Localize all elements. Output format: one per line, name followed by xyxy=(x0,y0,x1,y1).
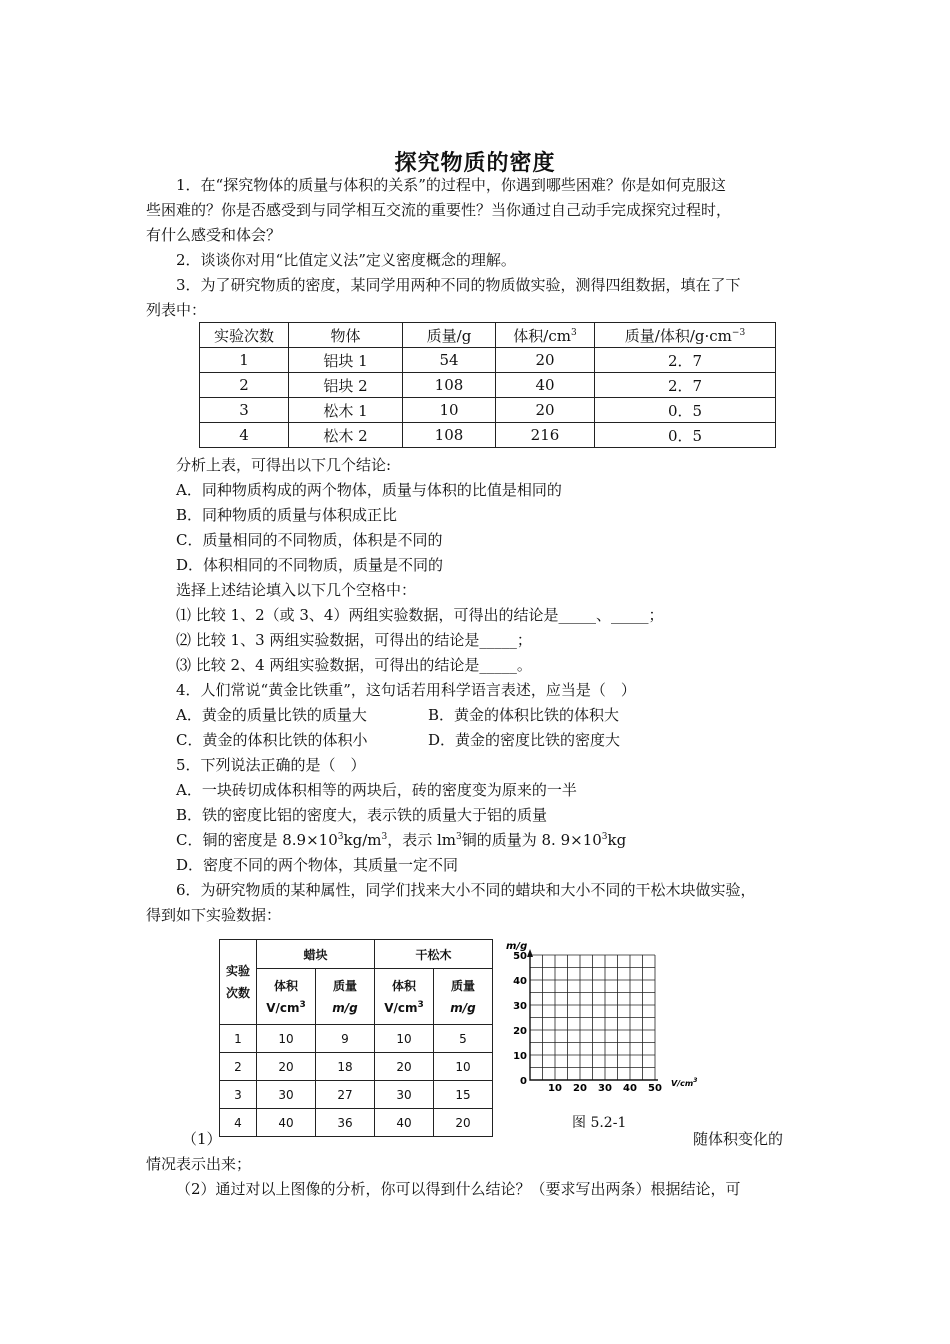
q5-option-a: A．一块砖切成体积相等的两块后，砖的密度变为原来的一半 xyxy=(176,781,577,799)
q4-option-a: A．黄金的质量比铁的质量大 xyxy=(176,706,367,724)
table-cell: 20 xyxy=(434,1109,493,1137)
q2-text: 2．谈谈你对用“比值定义法”定义密度概念的理解。 xyxy=(176,251,516,269)
q6-sub1-prefix: （1） xyxy=(182,1130,222,1148)
table-cell: 3 xyxy=(220,1081,257,1109)
y-tick-label: 50 xyxy=(513,951,527,962)
group-header-wax: 蜡块 xyxy=(257,940,375,969)
figure-caption: 图 5.2-1 xyxy=(572,1115,627,1131)
x-tick-labels xyxy=(548,1083,662,1092)
table-cell: 20 xyxy=(257,1053,316,1081)
x-tick-label: 50 xyxy=(648,1083,662,1092)
density-table xyxy=(199,322,776,448)
table-row xyxy=(200,348,776,373)
table-cell: 10 xyxy=(403,398,496,423)
table-header-row xyxy=(200,323,776,348)
table-cell: 0．5 xyxy=(595,423,776,448)
table-row xyxy=(200,373,776,398)
q3-option-a: A．同种物质构成的两个物体，质量与体积的比值是相同的 xyxy=(176,481,562,499)
q3-analysis: 分析上表，可得出以下几个结论: xyxy=(176,456,392,474)
y-tick-labels xyxy=(513,951,527,1087)
table-cell: 5 xyxy=(434,1025,493,1053)
header-cell: 质量/g xyxy=(403,323,496,348)
q3-option-d: D．体积相同的不同物质，质量是不同的 xyxy=(176,556,444,574)
table-group-row xyxy=(220,940,493,969)
q1-line-2: 些困难的？你是否感受到与同学相互交流的重要性？当你通过自己动手完成探究过程时， xyxy=(146,201,732,219)
table-cell: 216 xyxy=(496,423,595,448)
table-cell: 10 xyxy=(375,1025,434,1053)
q5-stem: 5．下列说法正确的是（ ） xyxy=(176,756,366,774)
y-axis-label: m/g xyxy=(506,941,528,952)
q6-line-1: 6．为研究物质的某种属性，同学们找来大小不同的蜡块和大小不同的干松木块做实验， xyxy=(176,881,756,899)
x-tick-label: 20 xyxy=(573,1083,587,1092)
table-cell: 36 xyxy=(316,1109,375,1137)
header-cell: 物体 xyxy=(289,323,403,348)
q3-line-2: 列表中： xyxy=(146,301,207,319)
table-cell: 15 xyxy=(434,1081,493,1109)
y-tick-label: 0 xyxy=(520,1076,527,1087)
col-mass-header: 质量 m/g xyxy=(434,969,493,1025)
table-cell: 2．7 xyxy=(595,348,776,373)
table-cell: 1 xyxy=(220,1025,257,1053)
table-row xyxy=(220,1053,493,1081)
header-cell: 体积$/cm^3$ xyxy=(496,323,595,348)
table-row xyxy=(200,398,776,423)
table-cell: 9 xyxy=(316,1025,375,1053)
table-row xyxy=(200,423,776,448)
y-tick-label: 40 xyxy=(513,976,527,987)
table-cell: 1 xyxy=(200,348,289,373)
col-volume-header: 体积 $V/cm^3$ xyxy=(375,969,434,1025)
table-cell: 10 xyxy=(434,1053,493,1081)
q1-line-1: 1．在“探究物体的质量与体积的关系”的过程中，你遇到哪些困难？你是如何克服这 xyxy=(176,176,726,194)
table-row xyxy=(220,1081,493,1109)
table-cell: 2．7 xyxy=(595,373,776,398)
table-cell: 2 xyxy=(200,373,289,398)
q4-stem: 4．人们常说“黄金比铁重”，这句话若用科学语言表述，应当是（ ） xyxy=(176,681,636,699)
page-title: 探究物质的密度 xyxy=(394,151,556,176)
q3-blank-3: ⑶ 比较 2、4 两组实验数据，可得出的结论是_____。 xyxy=(176,656,532,674)
header-cell: 实验次数 xyxy=(200,323,289,348)
grid-lines xyxy=(530,955,655,1080)
table-cell: 30 xyxy=(257,1081,316,1109)
table-cell: 20 xyxy=(375,1053,434,1081)
row-header-text: 实验 次数 xyxy=(225,964,250,1000)
header-cell: 质量/体积$/g\cdot cm^{-3}$ xyxy=(595,323,776,348)
table-cell: 4 xyxy=(220,1109,257,1137)
table-subheader-row xyxy=(220,969,493,1025)
table-cell: 0．5 xyxy=(595,398,776,423)
q1-line-3: 有什么感受和体会？ xyxy=(146,226,282,244)
q3-blank-1: ⑴ 比较 1、2（或 3、4）两组实验数据，可得出的结论是_____、_____； xyxy=(176,606,664,624)
q4-option-c: C．黄金的体积比铁的体积小 xyxy=(176,731,368,749)
q5-option-b: B．铁的密度比铝的密度大，表示铁的质量大于铝的质量 xyxy=(176,806,548,824)
q6-sub1-line-2: 情况表示出来； xyxy=(146,1155,252,1173)
table-cell: 铝块 2 xyxy=(289,373,403,398)
table-cell: 20 xyxy=(496,348,595,373)
table-cell: 20 xyxy=(496,398,595,423)
y-tick-label: 20 xyxy=(513,1026,527,1037)
y-tick-label: 30 xyxy=(513,1001,527,1012)
table-cell: 18 xyxy=(316,1053,375,1081)
q6-sub1-suffix: 随体积变化的 xyxy=(693,1130,784,1148)
table-cell: 108 xyxy=(403,423,496,448)
col-mass-header: 质量 m/g xyxy=(316,969,375,1025)
table-cell: 松木 1 xyxy=(289,398,403,423)
q3-prompt: 选择上述结论填入以下几个空格中： xyxy=(176,581,417,599)
table-row xyxy=(220,1025,493,1053)
table-cell: 54 xyxy=(403,348,496,373)
table-cell: 40 xyxy=(496,373,595,398)
table-cell: 27 xyxy=(316,1081,375,1109)
q5-option-c: C．铜的密度是 $8.9\times 10^3kg/m^3$，表示 $lm^3$铜的质量为 8. $9\times 10^3kg$ xyxy=(176,831,627,849)
y-tick-label: 10 xyxy=(513,1051,527,1062)
table-cell: 铝块 1 xyxy=(289,348,403,373)
y-axis-arrow xyxy=(527,949,533,957)
q6-sub2: （2）通过对以上图像的分析，你可以得到什么结论？（要求写出两条）根据结论，可 xyxy=(176,1180,741,1198)
x-tick-label: 40 xyxy=(623,1083,637,1092)
table-cell: 40 xyxy=(375,1109,434,1137)
wax-pine-table xyxy=(219,939,493,1137)
q4-option-b: B．黄金的体积比铁的体积大 xyxy=(428,706,620,724)
q3-option-b: B．同种物质的质量与体积成正比 xyxy=(176,506,398,524)
q6-line-2: 得到如下实验数据： xyxy=(146,906,282,924)
q3-line-1: 3．为了研究物质的密度，某同学用两种不同的物质做实验，测得四组数据，填在了下 xyxy=(176,276,741,294)
table-cell: 2 xyxy=(220,1053,257,1081)
table-cell: 108 xyxy=(403,373,496,398)
table-cell: 4 xyxy=(200,423,289,448)
table-cell: 10 xyxy=(257,1025,316,1053)
table-cell: 3 xyxy=(200,398,289,423)
table-cell: 40 xyxy=(257,1109,316,1137)
q5-option-d: D．密度不同的两个物体，其质量一定不同 xyxy=(176,856,459,874)
col-volume-header: 体积 $V/cm^3$ xyxy=(257,969,316,1025)
q3-blank-2: ⑵ 比较 1、3 两组实验数据，可得出的结论是_____； xyxy=(176,631,532,649)
table-cell: 松木 2 xyxy=(289,423,403,448)
mass-volume-grid xyxy=(505,937,705,1092)
x-axis-label: $V/cm^3$ xyxy=(671,1077,698,1088)
q3-option-c: C．质量相同的不同物质，体积是不同的 xyxy=(176,531,443,549)
table-row xyxy=(220,1109,493,1137)
table-cell: 30 xyxy=(375,1081,434,1109)
q4-option-d: D．黄金的密度比铁的密度大 xyxy=(428,731,621,749)
x-tick-label: 10 xyxy=(548,1083,562,1092)
group-header-pine: 干松木 xyxy=(375,940,493,969)
x-tick-label: 30 xyxy=(598,1083,612,1092)
row-header-cell xyxy=(220,940,257,1025)
